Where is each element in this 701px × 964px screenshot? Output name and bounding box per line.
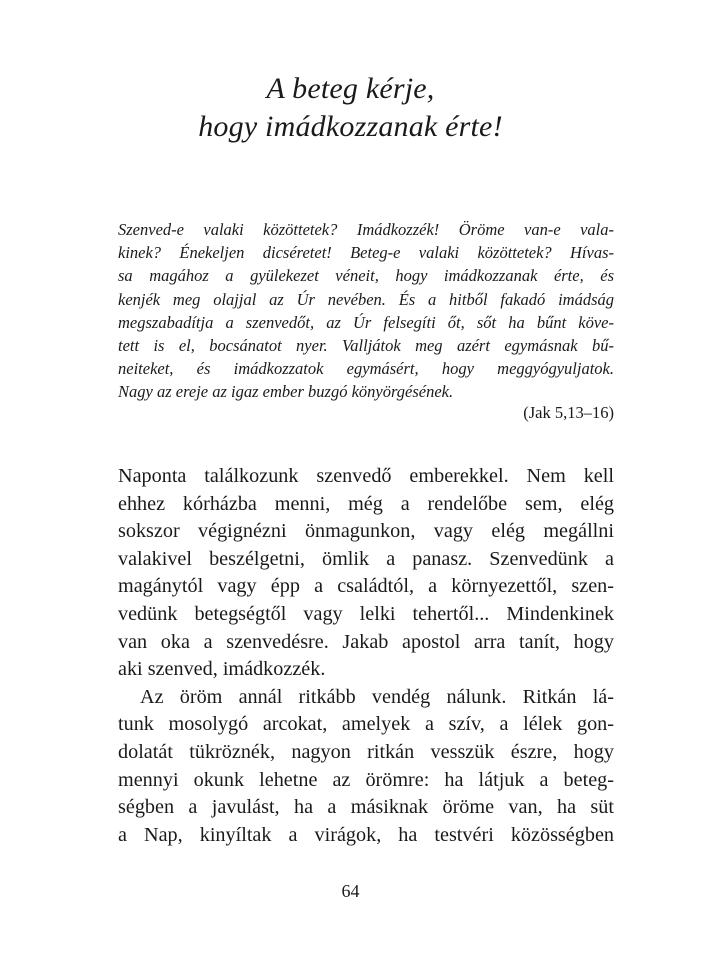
scripture-quote — [118, 218, 614, 404]
quote-line: neiteket, és imádkozzatok egymásért, hogy meggyógyuljatok. — [118, 359, 614, 379]
body-line: tunk mosolygó arcokat, amelyek a szív, a lélek gon- — [118, 713, 614, 736]
body-line: aki szenved, imádkozzék. — [118, 658, 326, 681]
body-line: van oka a szenvedésre. Jakab apostol arra tanít, hogy — [118, 630, 614, 653]
quote-line: Nagy az ereje az igaz ember buzgó könyörgésének. — [118, 382, 454, 402]
quote-line: Szenved-e valaki közöttetek? Imádkozzék! Öröme van-e vala- — [118, 220, 614, 239]
scripture-citation: (Jak 5,13–16) — [523, 403, 614, 422]
quote-line: tett is el, bocsánatot nyer. Valljátok meg azért egymásnak bű- — [118, 336, 614, 356]
page-number: 64 — [341, 881, 360, 901]
chapter-title-line-1: A beteg kérje, — [266, 72, 435, 105]
body-line: vedünk betegségtől vagy lelki tehertől... Mindenkinek — [118, 602, 614, 625]
body-line: a Nap, kinyíltak a virágok, ha testvéri közösségben — [118, 823, 614, 846]
quote-line: sa magához a gyülekezet véneit, hogy imádkozzanak érte, és — [118, 266, 614, 286]
body-line: ségben a javulást, ha a másiknak öröme van, ha süt — [118, 796, 614, 819]
quote-line: megszabadítja a szenvedőt, az Úr felsegíti őt, sőt ha bűnt köve- — [118, 312, 614, 332]
body-line: ehhez kórházba menni, még a rendelőbe sem, elég — [118, 492, 614, 515]
body-line: Naponta találkozunk szenvedő emberekkel. Nem kell — [118, 465, 614, 487]
quote-line: kinek? Énekeljen dicséretet! Beteg-e valaki közöttetek? Hívas- — [118, 243, 614, 263]
body-line: Az öröm annál ritkább vendég nálunk. Ritkán lá- — [140, 685, 614, 708]
chapter-title-line-2: hogy imádkozzanak érte! — [198, 110, 503, 143]
chapter-title — [0, 70, 701, 146]
quote-line: kenjék meg olajjal az Úr nevében. És a hitből fakadó imádság — [118, 289, 614, 309]
body-line: sokszor végignézni önmagunkon, vagy elég megállni — [118, 520, 614, 543]
body-line: mennyi okunk lehetne az örömre: ha látjuk a beteg- — [118, 768, 614, 791]
body-line: dolatát tükröznék, nagyon ritkán vesszük észre, hogy — [118, 740, 614, 763]
body-text — [118, 463, 614, 849]
body-line: valakivel beszélgetni, ömlik a panasz. Szenvedünk a — [118, 547, 614, 570]
body-line: magánytól vagy épp a családtól, a környezettől, szen- — [118, 575, 614, 598]
